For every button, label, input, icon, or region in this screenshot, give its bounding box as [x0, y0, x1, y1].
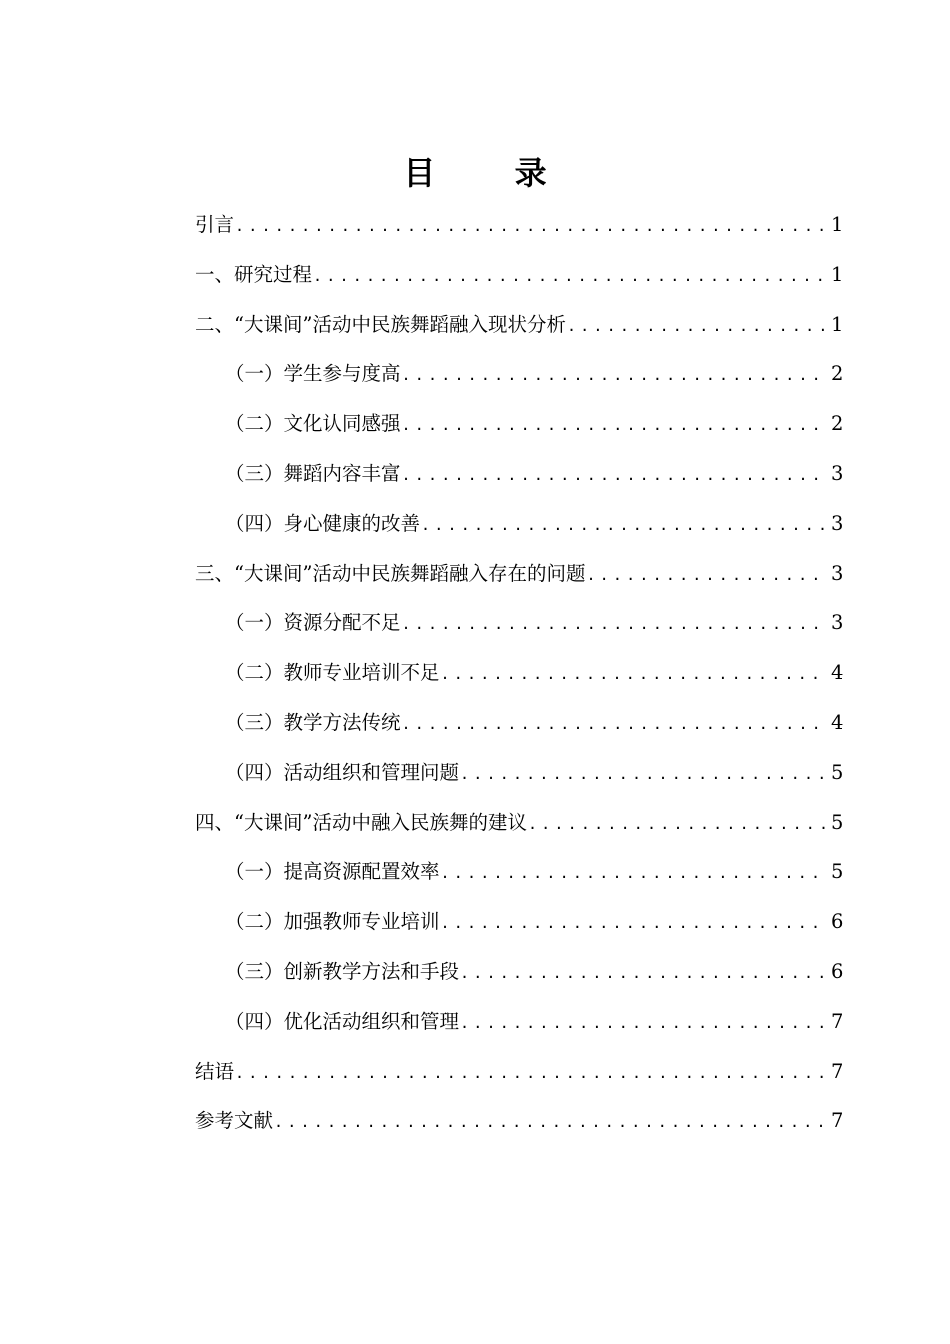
toc-page-number: 3 — [831, 611, 844, 635]
toc-entry[interactable] — [195, 308, 843, 358]
toc-entry[interactable] — [195, 706, 843, 756]
toc-dot-leader — [235, 209, 827, 243]
toc-page-number: 7 — [831, 1109, 844, 1133]
toc-entry[interactable] — [195, 457, 843, 507]
toc-dot-leader — [528, 807, 827, 841]
toc-page-number: 3 — [831, 461, 844, 485]
toc-entry-label: （四）活动组织和管理问题 — [225, 760, 460, 784]
toc-entry-label: （四）身心健康的改善 — [225, 511, 421, 535]
toc-title: 目 录 — [403, 154, 581, 193]
toc-entry-label: （一）资源分配不足 — [225, 611, 401, 635]
toc-dot-leader — [567, 309, 827, 343]
toc-entry-label: （一）学生参与度高 — [225, 362, 401, 386]
toc-page-number: 1 — [831, 262, 844, 286]
toc-page-number: 5 — [831, 760, 844, 784]
toc-entry[interactable] — [195, 1005, 843, 1055]
toc-entry[interactable] — [195, 1104, 843, 1154]
toc-page-number: 1 — [831, 312, 844, 336]
toc-dot-leader — [441, 906, 827, 940]
toc-entry[interactable] — [195, 806, 843, 856]
table-of-contents — [195, 208, 843, 1154]
toc-dot-leader — [402, 358, 827, 392]
toc-entry[interactable] — [195, 357, 843, 407]
toc-dot-leader — [421, 508, 827, 542]
toc-page-number: 4 — [831, 710, 844, 734]
toc-entry-label: （四）优化活动组织和管理 — [225, 1009, 460, 1033]
toc-entry-label: 参考文献 — [195, 1109, 274, 1133]
toc-dot-leader — [460, 1006, 827, 1040]
toc-entry-label: （三）创新教学方法和手段 — [225, 959, 460, 983]
toc-entry[interactable] — [195, 407, 843, 457]
toc-entry-label: （三）教学方法传统 — [225, 710, 401, 734]
toc-dot-leader — [402, 707, 827, 741]
toc-entry[interactable] — [195, 756, 843, 806]
toc-page-number: 2 — [831, 412, 844, 436]
toc-entry[interactable] — [195, 855, 843, 905]
toc-page-number: 4 — [831, 661, 844, 685]
toc-page-number: 7 — [831, 1009, 844, 1033]
toc-dot-leader — [441, 657, 827, 691]
toc-entry-label: 引言 — [195, 213, 235, 236]
toc-dot-leader — [235, 1056, 827, 1090]
toc-entry[interactable] — [195, 1055, 843, 1105]
toc-entry[interactable] — [195, 258, 843, 308]
toc-page-number: 6 — [831, 959, 844, 983]
toc-entry[interactable] — [195, 955, 843, 1005]
toc-dot-leader — [274, 1105, 827, 1139]
toc-dot-leader — [402, 607, 827, 641]
toc-entry[interactable] — [195, 606, 843, 656]
toc-page-number: 7 — [831, 1059, 844, 1083]
toc-entry[interactable] — [195, 208, 843, 258]
toc-entry-label: 三、“大课间”活动中民族舞蹈融入存在的问题 — [195, 561, 586, 585]
toc-page-number: 3 — [831, 561, 844, 585]
toc-page-number: 6 — [831, 910, 844, 934]
toc-page-number: 1 — [831, 213, 844, 236]
toc-page-number: 2 — [831, 362, 844, 386]
toc-entry-label: （三）舞蹈内容丰富 — [225, 461, 401, 485]
toc-entry[interactable] — [195, 905, 843, 955]
toc-dot-leader — [586, 558, 827, 592]
toc-entry-label: （二）教师专业培训不足 — [225, 661, 440, 685]
toc-entry-label: 二、“大课间”活动中民族舞蹈融入现状分析 — [195, 312, 566, 336]
toc-dot-leader — [460, 757, 827, 791]
toc-dot-leader — [402, 408, 827, 442]
toc-entry-label: （一）提高资源配置效率 — [225, 860, 440, 884]
toc-page-number: 3 — [831, 511, 844, 535]
toc-entry[interactable] — [195, 557, 843, 607]
toc-entry[interactable] — [195, 656, 843, 706]
toc-entry-label: （二）文化认同感强 — [225, 412, 401, 436]
toc-page-number: 5 — [831, 810, 844, 834]
toc-dot-leader — [460, 956, 827, 990]
toc-page-number: 5 — [831, 860, 844, 884]
toc-entry-label: 结语 — [195, 1059, 235, 1083]
toc-entry-label: 一、研究过程 — [195, 262, 313, 286]
toc-entry-label: （二）加强教师专业培训 — [225, 910, 440, 934]
toc-dot-leader — [402, 458, 827, 492]
toc-dot-leader — [313, 259, 827, 293]
toc-dot-leader — [441, 856, 827, 890]
toc-entry[interactable] — [195, 507, 843, 557]
toc-entry-label: 四、“大课间”活动中融入民族舞的建议 — [195, 810, 527, 834]
